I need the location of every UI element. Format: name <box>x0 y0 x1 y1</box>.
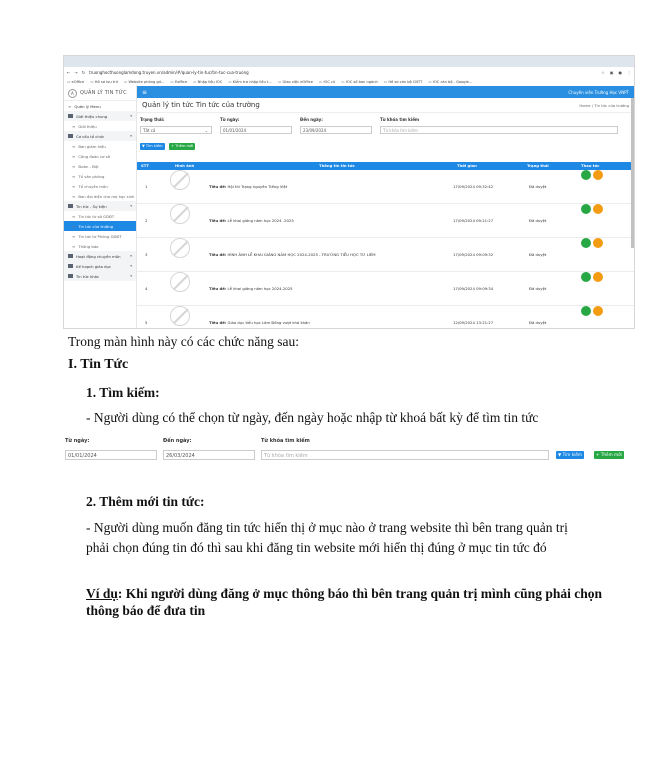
add-button[interactable]: + Thêm mới <box>171 144 194 148</box>
sidebar-item[interactable] <box>64 191 136 201</box>
bookmark-label: IOC cũ <box>323 79 336 84</box>
sidebar-item-label: Hoạt động chuyên môn <box>76 253 121 259</box>
bookmark-item[interactable] <box>228 80 272 84</box>
folder-icon <box>68 134 73 138</box>
back-icon[interactable]: ← <box>67 69 71 75</box>
sidebar-item-label: Tin tức từ Phòng GDĐT <box>78 233 122 239</box>
address-bar[interactable]: truonghocthuonglamdong.truyen.vn/admin/#/quan-ly-tin-tuc/tin-tuc-cua-truong <box>89 69 249 75</box>
bookmark-label: Hồ sơ cán bộ CNTT <box>388 79 423 84</box>
example-note <box>86 585 606 619</box>
bookmark-label: Giao việc eOffice <box>282 79 313 84</box>
col-info: Thông tin tin tức <box>319 163 355 168</box>
user-name[interactable]: Chuyên viên Trường Học VNPT <box>568 89 629 95</box>
title-text: HÌNH ẢNH LỄ KHAI GIẢNG NĂM HỌC 2024-2025 - TRƯỜNG TIỂU HỌC TỪ LIÊM <box>227 252 376 257</box>
extension-icon[interactable]: ▣ <box>609 69 614 75</box>
filter-panel <box>137 113 634 141</box>
search-button-label: Tìm kiếm <box>562 452 582 457</box>
list-icon: ≡ <box>68 103 72 109</box>
list-icon: ≡ <box>72 153 76 159</box>
title-prefix: Tiêu đề: <box>209 252 227 257</box>
search-button[interactable]: ▼ Tìm kiếm <box>142 144 163 148</box>
subheading-add-news: 2. Thêm mới tin tức: <box>86 494 205 509</box>
browser-tab-strip <box>64 56 634 67</box>
folder-icon: ▭ <box>428 79 433 84</box>
from-date-input[interactable]: 01/01/2024 <box>65 450 157 460</box>
breadcrumb-current: Tin tức của trường <box>594 102 629 108</box>
sidebar-item[interactable] <box>64 271 136 281</box>
sidebar-item[interactable] <box>64 221 136 231</box>
row-stt: 4 <box>145 286 148 291</box>
bookmark-label: Hồ sơ lưu trữ <box>94 79 118 84</box>
table-row[interactable] <box>137 170 634 204</box>
sidebar-item[interactable] <box>64 101 136 111</box>
folder-icon: ▭ <box>193 79 198 84</box>
list-icon: ≡ <box>72 233 76 239</box>
row-time: 17/09/2024 09:09:32 <box>453 252 494 257</box>
bookmark-label: Website phòng gd... <box>128 79 165 84</box>
sidebar-item-label: Tin tức - Sự kiện <box>76 203 107 209</box>
table-row[interactable] <box>137 204 634 238</box>
chevron-down-icon: ▾ <box>130 264 132 268</box>
list-icon: ≡ <box>72 163 76 169</box>
sidebar-item[interactable] <box>64 111 136 121</box>
edit-icon[interactable]: ✎ <box>581 204 591 214</box>
sidebar-item[interactable] <box>64 131 136 141</box>
from-date-input[interactable]: 01/01/2024 <box>220 126 292 134</box>
col-actions: Thao tác <box>581 163 600 168</box>
menu-dots-icon[interactable]: ⋮ <box>627 69 631 75</box>
admin-screenshot <box>63 55 635 329</box>
star-icon[interactable]: ☆ <box>601 69 605 75</box>
news-table <box>137 162 634 329</box>
row-time: 17/09/2024 09:32:42 <box>453 184 494 189</box>
forward-icon[interactable]: → <box>74 69 78 75</box>
title-text: Lễ khai giảng năm học 2024-2025 <box>227 286 293 291</box>
folder-icon: ▭ <box>341 79 346 84</box>
delete-icon[interactable]: 🗑 <box>593 170 603 180</box>
chevron-down-icon: ▾ <box>130 134 132 138</box>
row-status: Đã duyệt <box>529 218 547 223</box>
logo-icon: A <box>68 89 77 98</box>
folder-icon: ▭ <box>318 79 324 84</box>
page-title: Quản lý tin tức Tin tức của trường <box>142 101 260 109</box>
no-image-icon <box>170 238 190 258</box>
bookmark-label: Nhập liệu IOC <box>197 79 223 84</box>
sidebar-item-label: Tin tức khác <box>76 273 100 279</box>
add-news-description: - Người dùng muốn đăng tin tức hiển thị ở mục nào ở trang website thì bên trang quản trị phải chọn đúng tin đó thì sau khi đăng tin website mới hiển thị đúng ở mục tin tức đó <box>86 520 568 555</box>
sidebar-item-label: Ban giám hiệu <box>78 143 106 149</box>
keyword-input[interactable]: Từ khóa tìm kiếm <box>380 126 618 134</box>
table-row[interactable] <box>137 238 634 272</box>
table-body <box>137 170 634 329</box>
sidebar-item[interactable] <box>64 181 136 191</box>
from-date-label: Từ ngày: <box>65 438 90 444</box>
folder-icon <box>68 264 73 268</box>
main-content <box>137 86 634 328</box>
bookmark-label: eOffice <box>71 79 85 84</box>
example-label: Ví dụ <box>86 586 118 601</box>
bookmark-item[interactable] <box>67 80 84 84</box>
add-button-label: Thêm mới <box>175 144 194 148</box>
delete-icon[interactable]: 🗑 <box>593 204 603 214</box>
search-filter-screenshot <box>63 434 633 468</box>
folder-icon <box>68 254 73 258</box>
to-date-label: Đến ngày: <box>163 438 192 444</box>
bookmark-item[interactable] <box>193 80 222 84</box>
table-row[interactable] <box>137 306 634 329</box>
no-image-icon <box>170 306 190 326</box>
breadcrumb <box>579 103 629 108</box>
keyword-input[interactable]: Từ khóa tìm kiếm <box>261 450 549 460</box>
breadcrumb-separator: / <box>591 102 594 108</box>
list-icon: ≡ <box>72 213 76 219</box>
bookmark-item[interactable] <box>278 80 313 84</box>
sidebar-item[interactable] <box>64 151 136 161</box>
col-stt: STT <box>141 163 150 168</box>
row-title[interactable] <box>209 272 293 305</box>
delete-icon[interactable]: 🗑 <box>593 272 603 282</box>
sidebar-item[interactable] <box>64 241 136 251</box>
title-prefix: Tiêu đề: <box>209 184 227 189</box>
list-icon: ≡ <box>72 183 76 189</box>
row-title[interactable] <box>209 306 310 329</box>
bookmark-item[interactable] <box>170 80 187 84</box>
title-text: Lễ khai giảng năm học 2024 -2025 <box>227 218 294 223</box>
row-status: Đã duyệt <box>529 286 547 291</box>
folder-icon: ▭ <box>277 79 283 84</box>
browser-address-row <box>64 67 634 77</box>
folder-icon: ▭ <box>383 79 389 84</box>
row-status: Đã duyệt <box>529 184 547 189</box>
hamburger-icon[interactable]: ≡ <box>142 88 148 96</box>
table-header <box>137 162 634 170</box>
sidebar-item-label: Ban đại diện cha mẹ học sinh <box>78 193 135 199</box>
sidebar-item-label: Tin tức của trường <box>78 223 114 229</box>
row-stt: 1 <box>145 184 148 189</box>
add-button[interactable]: + Thêm mới <box>596 452 622 457</box>
page-header <box>137 98 634 113</box>
row-stt: 3 <box>145 252 148 257</box>
row-time: 17/09/2024 09:21:27 <box>453 218 494 223</box>
title-text: Hội thi Trạng nguyên Tiếng Việt <box>227 184 288 189</box>
chevron-down-icon: ▾ <box>130 254 132 258</box>
row-stt: 2 <box>145 218 148 223</box>
folder-icon: ▭ <box>123 79 129 84</box>
sidebar-item[interactable] <box>64 141 136 151</box>
to-date-input[interactable]: 23/09/2024 <box>300 126 372 134</box>
chevron-down-icon: ▾ <box>130 274 132 278</box>
keyword-label: Từ khóa tìm kiếm <box>380 117 420 122</box>
delete-icon[interactable]: 🗑 <box>593 306 603 316</box>
delete-icon[interactable]: 🗑 <box>593 238 603 248</box>
sidebar-item-label: Công đoàn cơ sở <box>78 153 110 159</box>
status-label: Trạng thái: <box>140 117 165 122</box>
row-time: 12/09/2024 13:21:27 <box>453 320 494 325</box>
edit-icon[interactable]: ✎ <box>581 306 591 316</box>
sidebar-item-label: Tổ văn phòng <box>78 173 105 179</box>
bookmark-item[interactable] <box>319 80 335 84</box>
folder-icon <box>68 114 73 118</box>
sidebar-item-label: Quản lý Menu <box>74 103 101 109</box>
bookmark-item[interactable] <box>384 80 423 84</box>
col-status: Trạng thái <box>527 163 549 168</box>
sidebar-item-label: Tin tức từ sở GDĐT <box>78 213 115 219</box>
action-buttons <box>137 141 634 153</box>
example-text: : Khi người dùng đăng ở mục thông báo thì bên trang quản trị mình cũng phải chọn thông báo để đưa tin <box>86 586 602 618</box>
folder-icon: ▭ <box>90 79 95 84</box>
bookmark-item[interactable] <box>428 80 472 84</box>
folder-icon <box>68 204 73 208</box>
row-title[interactable] <box>209 170 287 203</box>
col-image: Hình ảnh <box>175 163 195 168</box>
keyword-label: Từ khóa tìm kiếm <box>261 438 310 444</box>
list-icon: ≡ <box>72 173 76 179</box>
bookmark-label: IOC cán bộ - Google... <box>432 79 473 84</box>
sidebar-item-label: Tổ chuyên môn <box>78 183 108 189</box>
row-status: Đã duyệt <box>529 252 547 257</box>
subheading-search: 1. Tìm kiếm: <box>86 385 160 400</box>
sidebar-item[interactable] <box>64 261 136 271</box>
title-prefix: Tiêu đề: <box>209 320 227 325</box>
folder-icon <box>68 274 73 278</box>
sidebar-item[interactable] <box>64 161 136 171</box>
row-title[interactable] <box>209 204 294 237</box>
sidebar-item[interactable] <box>64 231 136 241</box>
sidebar-item[interactable] <box>64 211 136 221</box>
status-select-value: Tất cả <box>143 128 156 133</box>
chevron-down-icon: ⌄ <box>204 128 208 133</box>
bookmark-label: IOC số ban ngành <box>345 79 378 84</box>
bookmark-label: Eoffice <box>174 79 188 84</box>
breadcrumb-home[interactable]: Home <box>579 102 591 108</box>
no-image-icon <box>170 272 190 292</box>
bookmark-item[interactable] <box>341 80 378 84</box>
topbar <box>137 86 634 98</box>
section-heading-news: I. Tin Tức <box>68 357 129 372</box>
col-time: Thời gian <box>457 163 477 168</box>
status-select[interactable] <box>140 126 212 134</box>
table-row[interactable] <box>137 272 634 306</box>
row-stt: 5 <box>145 320 148 325</box>
title-text: Giáo dục tiểu học Lâm Đồng vượt khó khăn <box>227 320 310 325</box>
list-icon: ≡ <box>72 123 76 129</box>
scrollbar[interactable] <box>631 98 634 248</box>
to-date-input[interactable]: 26/03/2024 <box>163 450 255 460</box>
sidebar-item[interactable] <box>64 251 136 261</box>
bookmark-item[interactable] <box>124 80 164 84</box>
sidebar-item[interactable] <box>64 171 136 181</box>
intro-text: Trong màn hình này có các chức năng sau: <box>68 334 300 349</box>
sidebar-item[interactable] <box>64 121 136 131</box>
sidebar-item-label: Cơ cấu tổ chức <box>76 133 105 139</box>
list-icon: ≡ <box>72 143 76 149</box>
sidebar-item-label: Giới thiệu <box>78 123 97 129</box>
sidebar-brand[interactable] <box>64 86 136 101</box>
folder-icon: ▭ <box>170 79 175 84</box>
edit-icon[interactable]: ✎ <box>581 272 591 282</box>
sidebar-item-label: Thông báo <box>78 243 99 249</box>
sidebar-item-label: Kế hoạch giáo dục <box>76 263 112 269</box>
title-prefix: Tiêu đề: <box>209 218 227 223</box>
to-date-label: Đến ngày: <box>300 117 323 122</box>
chevron-down-icon: ▾ <box>130 204 132 208</box>
no-image-icon <box>170 204 190 224</box>
sidebar-menu <box>64 101 136 281</box>
folder-icon: ▭ <box>228 79 233 84</box>
sidebar <box>64 86 137 328</box>
bookmark-item[interactable] <box>90 80 118 84</box>
title-prefix: Tiêu đề: <box>209 286 227 291</box>
sidebar-item[interactable] <box>64 201 136 211</box>
brand-label: QUẢN LÝ TIN TỨC <box>80 90 127 96</box>
profile-icon[interactable]: ● <box>618 69 622 75</box>
search-button-label: Tìm kiếm <box>145 144 163 148</box>
search-button[interactable]: ▼ Tìm kiếm <box>558 452 582 457</box>
row-time: 17/09/2024 09:09:34 <box>453 286 494 291</box>
search-description: - Người dùng có thể chọn từ ngày, đến ngày hoặc nhập từ khoá bất kỳ để tìm tin tức <box>86 410 539 425</box>
admin-app <box>64 86 634 328</box>
bookmark-label: Kiểm tra nhập liệu t... <box>232 79 272 84</box>
sidebar-item-label: Đoàn - Đội <box>78 163 99 169</box>
sidebar-item-label: Giới thiệu chung <box>76 113 108 119</box>
add-button-label: Thêm mới <box>600 452 622 457</box>
chevron-down-icon: ▾ <box>130 114 132 118</box>
edit-icon[interactable]: ✎ <box>581 170 591 180</box>
no-image-icon <box>170 170 190 190</box>
edit-icon[interactable]: ✎ <box>581 238 591 248</box>
reload-icon[interactable]: ↻ <box>81 69 86 75</box>
folder-icon: ▭ <box>67 79 72 84</box>
row-title[interactable] <box>209 238 376 271</box>
list-icon: ≡ <box>72 243 76 249</box>
from-date-label: Từ ngày: <box>220 117 240 122</box>
list-icon: ≡ <box>72 223 76 229</box>
row-status: Đã duyệt <box>529 320 547 325</box>
list-icon: ≡ <box>72 193 76 199</box>
